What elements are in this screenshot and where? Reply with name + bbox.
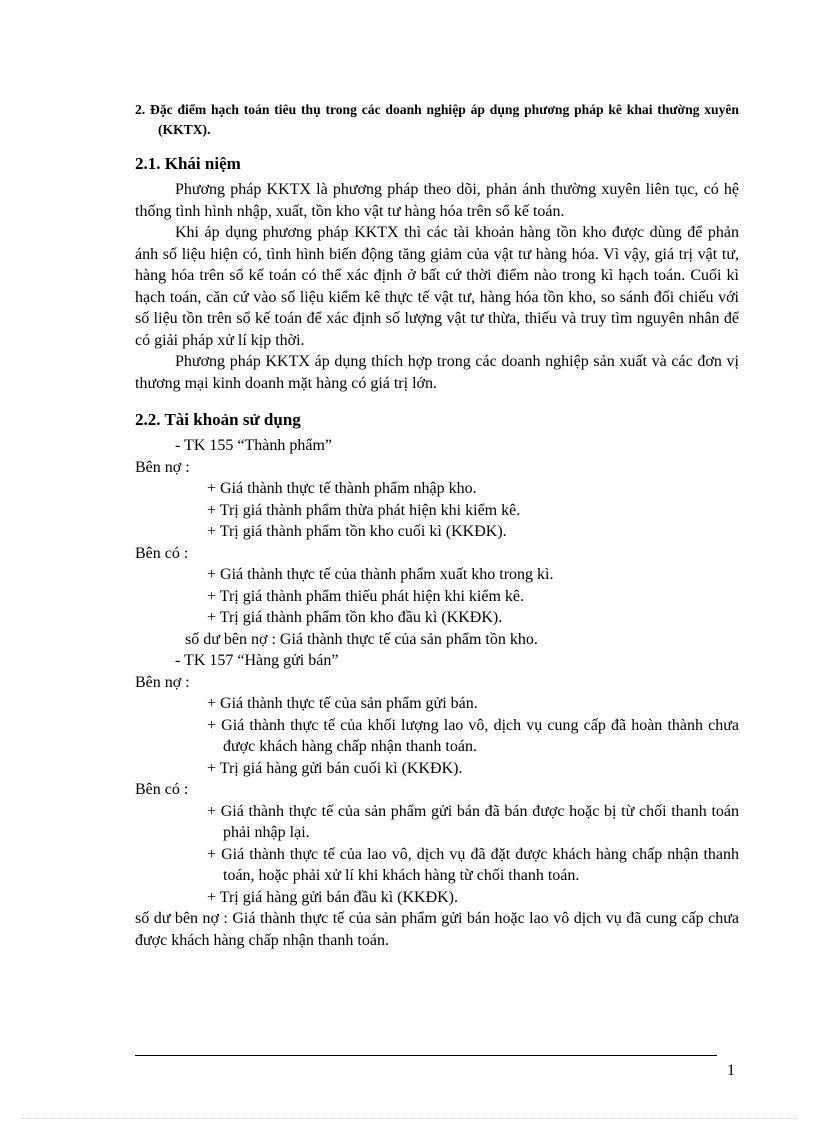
list-item: + Trị giá hàng gửi bán cuối kì (KKĐK). [207,759,463,777]
list-item: + Trị giá thành phẩm tồn kho cuối kì (KKĐK). [207,523,507,540]
list-item: + Giá thành thực tế thành phẩm nhập kho. [207,480,477,497]
list-item: + Trị giá thành phẩm tồn kho đầu kì (KKĐK). [207,609,503,626]
account-title-tk157: - TK 157 “Hàng gửi bán” [175,652,339,669]
page-number: 1 [727,1062,735,1079]
page-content [135,100,739,951]
list-item: + Trị giá thành phẩm thừa phát hiện khi kiểm kê. [207,501,521,519]
balance-note: số dư bên nợ : Giá thành thực tế của sản phẩm gửi bán hoặc lao vô dịch vụ đã cung cấp chưa được khách hàng chấp nhận thanh toán. [135,910,739,949]
section-heading-accounts: 2.2. Tài khoản sử dụng [135,410,301,429]
balance-note: số dư bên nợ : Giá thành thực tế của sản phẩm tồn kho. [185,630,538,648]
paragraph: Phương pháp KKTX là phương pháp theo dõi, phản ánh thường xuyên liên tục, có hệ thống tình hình nhập, xuất, tồn kho vật tư hàng hóa trên sổ kế toán. [135,181,739,220]
page-edge-divider [20,1118,796,1119]
main-heading: 2. Đặc điểm hạch toán tiêu thụ trong các doanh nghiệp áp dụng phương pháp kê khai thường xuyên (KKTX). [135,102,739,137]
account-title-tk155: - TK 155 “Thành phẩm” [175,437,332,454]
credit-label: Bên có : [135,544,189,562]
list-item: + Trị giá thành phẩm thiếu phát hiện khi kiểm kê. [207,587,524,605]
list-item: + Giá thành thực tế của sản phẩm gửi bán. [207,695,478,712]
paragraph: Phương pháp KKTX áp dụng thích hợp trong các doanh nghiệp sản xuất và các đơn vị thương mại kinh doanh mặt hàng có giá trị lớn. [135,353,739,392]
list-item: + Giá thành thực tế của thành phẩm xuất kho trong kì. [207,566,554,583]
paragraph: Khi áp dụng phương pháp KKTX thì các tài khoản hàng tồn kho được dùng để phản ánh số liệu hiện có, tình hình biến động tăng giảm của vật tư hàng hóa. Vì vậy, giá trị vật tư, hàng hóa trên sổ kế toán có thể xác định ở bất cứ thời điểm nào trong kì hạch toán. Cuối kì hạch toán, căn cứ vào số liệu kiểm kê thực tế vật tư, hàng hóa tồn kho, so sánh đối chiếu với số liệu tồn trên sổ kế toán để xác định số lượng vật tư thừa, thiếu và truy tìm nguyên nhân để có giải pháp xử lí kịp thời. [135,224,739,349]
credit-label: Bên có : [135,781,189,798]
footer-divider [135,1055,717,1056]
section-heading-concept: 2.1. Khái niệm [135,154,241,173]
list-item: + Giá thành thực tế của lao vô, dịch vụ đã đặt được khách hàng chấp nhận thanh toán, hoặc phải xử lí khi khách hàng từ chối thanh toán. [207,845,739,884]
list-item: + Trị giá hàng gửi bán đầu kì (KKĐK). [207,888,459,906]
list-item: + Giá thành thực tế của khối lượng lao vô, dịch vụ cung cấp đã hoàn thành chưa được khách hàng chấp nhận thanh toán. [207,716,739,755]
debit-label: Bên nợ : [135,673,190,691]
list-item: + Giá thành thực tế của sản phẩm gửi bán đã bán được hoặc bị từ chối thanh toán phải nhập lại. [207,802,739,841]
debit-label: Bên nợ : [135,458,190,476]
